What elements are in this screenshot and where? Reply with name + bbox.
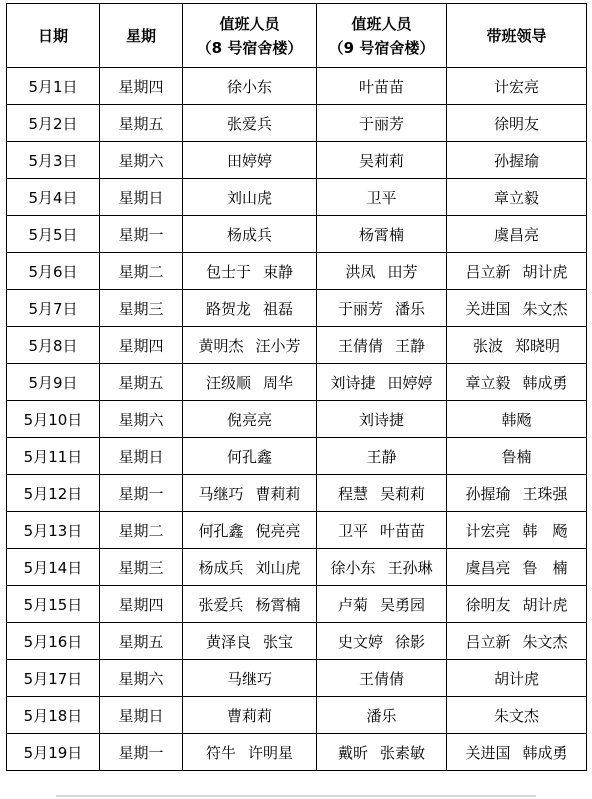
date-cell: 5月6日	[7, 253, 100, 290]
duty-building-8-cell	[183, 734, 317, 771]
person-name: 马继巧	[226, 669, 272, 688]
header-duty-building-9-sub: （9 号宿舍楼）	[328, 38, 435, 57]
date-cell: 5月7日	[7, 290, 100, 327]
person-name: 孙握瑜	[493, 151, 539, 170]
table-row	[7, 660, 587, 697]
duty-building-9-cell	[317, 512, 447, 549]
person-name: 杨霄楠	[255, 595, 301, 614]
header-row	[7, 4, 587, 68]
header-duty-building-9-title: 值班人员	[351, 14, 412, 33]
person-name: 潘乐	[395, 299, 426, 318]
table-row	[7, 549, 587, 586]
person-name: 鲁 楠	[522, 558, 568, 577]
person-name: 鲁楠	[501, 447, 532, 466]
weekday-cell: 星期五	[100, 623, 183, 660]
person-name: 徐小东	[226, 77, 272, 96]
person-name: 潘乐	[366, 706, 397, 725]
person-name: 路贺龙	[205, 299, 251, 318]
header-duty-building-8-title: 值班人员	[219, 14, 280, 33]
leader-cell	[447, 697, 587, 734]
date-cell: 5月17日	[7, 660, 100, 697]
person-name: 张爱兵	[198, 595, 244, 614]
date-cell: 5月8日	[7, 327, 100, 364]
duty-building-8-cell	[183, 216, 317, 253]
header-duty-building-8	[183, 4, 317, 68]
person-name: 黄明杰	[198, 336, 244, 355]
person-name: 胡计虎	[493, 669, 539, 688]
person-name: 韩成勇	[522, 373, 568, 392]
duty-building-8-cell	[183, 68, 317, 105]
leader-cell	[447, 586, 587, 623]
duty-building-8-cell	[183, 549, 317, 586]
weekday-cell: 星期日	[100, 179, 183, 216]
duty-building-9-cell	[317, 142, 447, 179]
table-row	[7, 586, 587, 623]
weekday-cell: 星期四	[100, 327, 183, 364]
person-name: 汪小芳	[255, 336, 301, 355]
leader-cell	[447, 512, 587, 549]
person-name: 王珠强	[522, 484, 568, 503]
duty-building-9-cell	[317, 734, 447, 771]
person-name: 朱文杰	[522, 632, 568, 651]
leader-cell	[447, 327, 587, 364]
person-name: 计宏亮	[493, 77, 539, 96]
person-name: 刘诗捷	[330, 373, 376, 392]
person-name: 洪凤	[345, 262, 376, 281]
leader-cell	[447, 179, 587, 216]
date-cell: 5月19日	[7, 734, 100, 771]
date-cell: 5月13日	[7, 512, 100, 549]
leader-cell	[447, 364, 587, 401]
table-body	[7, 68, 587, 771]
person-name: 张波	[472, 336, 503, 355]
duty-building-8-cell	[183, 401, 317, 438]
page-bottom-edge	[56, 795, 536, 797]
person-name: 刘山虎	[255, 558, 301, 577]
date-cell: 5月15日	[7, 586, 100, 623]
weekday-cell: 星期六	[100, 142, 183, 179]
person-name: 卢菊	[337, 595, 368, 614]
duty-building-9-cell	[317, 179, 447, 216]
person-name: 孙握瑜	[465, 484, 511, 503]
table-row	[7, 475, 587, 512]
duty-building-8-cell	[183, 179, 317, 216]
table-row	[7, 401, 587, 438]
duty-building-8-cell	[183, 660, 317, 697]
leader-cell	[447, 401, 587, 438]
leader-cell	[447, 253, 587, 290]
weekday-cell: 星期二	[100, 512, 183, 549]
table-row	[7, 68, 587, 105]
table-row	[7, 216, 587, 253]
person-name: 朱文杰	[493, 706, 539, 725]
header-date: 日期	[7, 4, 100, 68]
duty-building-9-cell	[317, 697, 447, 734]
person-name: 包士于	[205, 262, 251, 281]
leader-cell	[447, 68, 587, 105]
leader-cell	[447, 105, 587, 142]
duty-building-8-cell	[183, 697, 317, 734]
table-row	[7, 253, 587, 290]
person-name: 曹莉莉	[255, 484, 301, 503]
date-cell: 5月12日	[7, 475, 100, 512]
person-name: 王静	[366, 447, 397, 466]
date-cell: 5月3日	[7, 142, 100, 179]
person-name: 张素敏	[380, 743, 426, 762]
person-name: 史文婷	[337, 632, 383, 651]
duty-building-9-cell	[317, 660, 447, 697]
table-row	[7, 512, 587, 549]
leader-cell	[447, 216, 587, 253]
person-name: 何孔鑫	[226, 447, 272, 466]
person-name: 刘诗捷	[358, 410, 404, 429]
person-name: 虞昌亮	[465, 558, 511, 577]
table-row	[7, 697, 587, 734]
duty-building-8-cell	[183, 142, 317, 179]
person-name: 胡计虎	[522, 262, 568, 281]
person-name: 汪级顺	[205, 373, 251, 392]
duty-building-9-cell	[317, 327, 447, 364]
person-name: 徐小东	[330, 558, 376, 577]
weekday-cell: 星期一	[100, 475, 183, 512]
leader-cell	[447, 660, 587, 697]
person-name: 杨成兵	[226, 225, 272, 244]
date-cell: 5月16日	[7, 623, 100, 660]
person-name: 王孙琳	[387, 558, 433, 577]
duty-building-8-cell	[183, 438, 317, 475]
person-name: 倪亮亮	[226, 410, 272, 429]
person-name: 田芳	[387, 262, 418, 281]
duty-building-8-cell	[183, 105, 317, 142]
date-cell: 5月10日	[7, 401, 100, 438]
duty-building-8-cell	[183, 290, 317, 327]
table-row	[7, 179, 587, 216]
weekday-cell: 星期五	[100, 105, 183, 142]
person-name: 吕立新	[465, 632, 511, 651]
person-name: 韩飏	[501, 410, 532, 429]
duty-building-8-cell	[183, 623, 317, 660]
person-name: 叶苗苗	[358, 77, 404, 96]
person-name: 倪亮亮	[255, 521, 301, 540]
person-name: 许明星	[248, 743, 294, 762]
person-name: 吴勇园	[380, 595, 426, 614]
header-duty-building-8-sub: （8 号宿舍楼）	[196, 38, 303, 57]
person-name: 吴莉莉	[358, 151, 404, 170]
table-row	[7, 623, 587, 660]
person-name: 程慧	[337, 484, 368, 503]
person-name: 胡计虎	[522, 595, 568, 614]
person-name: 于丽芳	[358, 114, 404, 133]
duty-building-9-cell	[317, 475, 447, 512]
duty-building-9-cell	[317, 105, 447, 142]
person-name: 朱文杰	[522, 299, 568, 318]
weekday-cell: 星期六	[100, 660, 183, 697]
date-cell: 5月5日	[7, 216, 100, 253]
person-name: 杨霄楠	[358, 225, 404, 244]
date-cell: 5月1日	[7, 68, 100, 105]
person-name: 郑晓明	[515, 336, 561, 355]
person-name: 王倩倩	[358, 669, 404, 688]
duty-building-9-cell	[317, 68, 447, 105]
table-row	[7, 327, 587, 364]
person-name: 关进国	[465, 299, 511, 318]
table-row	[7, 438, 587, 475]
date-cell: 5月14日	[7, 549, 100, 586]
person-name: 周华	[263, 373, 294, 392]
person-name: 杨成兵	[198, 558, 244, 577]
duty-building-8-cell	[183, 327, 317, 364]
duty-building-9-cell	[317, 364, 447, 401]
weekday-cell: 星期二	[100, 253, 183, 290]
date-cell: 5月4日	[7, 179, 100, 216]
person-name: 计宏亮	[465, 521, 511, 540]
person-name: 关进国	[465, 743, 511, 762]
person-name: 徐影	[395, 632, 426, 651]
leader-cell	[447, 475, 587, 512]
person-name: 吴莉莉	[380, 484, 426, 503]
person-name: 刘山虎	[226, 188, 272, 207]
duty-building-8-cell	[183, 364, 317, 401]
person-name: 韩 飏	[522, 521, 568, 540]
person-name: 马继巧	[198, 484, 244, 503]
weekday-cell: 星期六	[100, 401, 183, 438]
date-cell: 5月9日	[7, 364, 100, 401]
weekday-cell: 星期一	[100, 734, 183, 771]
weekday-cell: 星期五	[100, 364, 183, 401]
header-leader: 带班领导	[447, 4, 587, 68]
person-name: 何孔鑫	[198, 521, 244, 540]
table-row	[7, 364, 587, 401]
weekday-cell: 星期四	[100, 586, 183, 623]
person-name: 束静	[263, 262, 294, 281]
person-name: 王倩倩	[337, 336, 383, 355]
leader-cell	[447, 438, 587, 475]
duty-building-9-cell	[317, 438, 447, 475]
person-name: 虞昌亮	[493, 225, 539, 244]
weekday-cell: 星期三	[100, 549, 183, 586]
weekday-cell: 星期日	[100, 697, 183, 734]
duty-building-8-cell	[183, 475, 317, 512]
person-name: 田婷婷	[226, 151, 272, 170]
weekday-cell: 星期日	[100, 438, 183, 475]
header-duty-building-9	[317, 4, 447, 68]
person-name: 徐明友	[465, 595, 511, 614]
duty-building-9-cell	[317, 401, 447, 438]
leader-cell	[447, 623, 587, 660]
person-name: 祖磊	[263, 299, 294, 318]
person-name: 田婷婷	[387, 373, 433, 392]
duty-building-9-cell	[317, 253, 447, 290]
leader-cell	[447, 734, 587, 771]
person-name: 章立毅	[465, 373, 511, 392]
person-name: 曹莉莉	[226, 706, 272, 725]
table-row	[7, 105, 587, 142]
person-name: 戴昕	[337, 743, 368, 762]
leader-cell	[447, 142, 587, 179]
header-weekday: 星期	[100, 4, 183, 68]
duty-building-9-cell	[317, 290, 447, 327]
duty-building-9-cell	[317, 586, 447, 623]
table-row	[7, 734, 587, 771]
leader-cell	[447, 290, 587, 327]
leader-cell	[447, 549, 587, 586]
person-name: 于丽芳	[337, 299, 383, 318]
person-name: 韩成勇	[522, 743, 568, 762]
duty-building-9-cell	[317, 623, 447, 660]
person-name: 章立毅	[493, 188, 539, 207]
duty-schedule-table	[6, 3, 587, 771]
person-name: 张爱兵	[226, 114, 272, 133]
duty-building-8-cell	[183, 586, 317, 623]
weekday-cell: 星期三	[100, 290, 183, 327]
person-name: 王静	[395, 336, 426, 355]
duty-building-9-cell	[317, 549, 447, 586]
duty-building-8-cell	[183, 253, 317, 290]
person-name: 黄泽良	[205, 632, 251, 651]
person-name: 卫平	[337, 521, 368, 540]
date-cell: 5月11日	[7, 438, 100, 475]
person-name: 徐明友	[493, 114, 539, 133]
table-row	[7, 142, 587, 179]
weekday-cell: 星期一	[100, 216, 183, 253]
duty-building-9-cell	[317, 216, 447, 253]
date-cell: 5月2日	[7, 105, 100, 142]
person-name: 卫平	[366, 188, 397, 207]
person-name: 张宝	[263, 632, 294, 651]
person-name: 吕立新	[465, 262, 511, 281]
person-name: 符牛	[205, 743, 236, 762]
table-row	[7, 290, 587, 327]
duty-building-8-cell	[183, 512, 317, 549]
person-name: 叶苗苗	[380, 521, 426, 540]
weekday-cell: 星期四	[100, 68, 183, 105]
date-cell: 5月18日	[7, 697, 100, 734]
